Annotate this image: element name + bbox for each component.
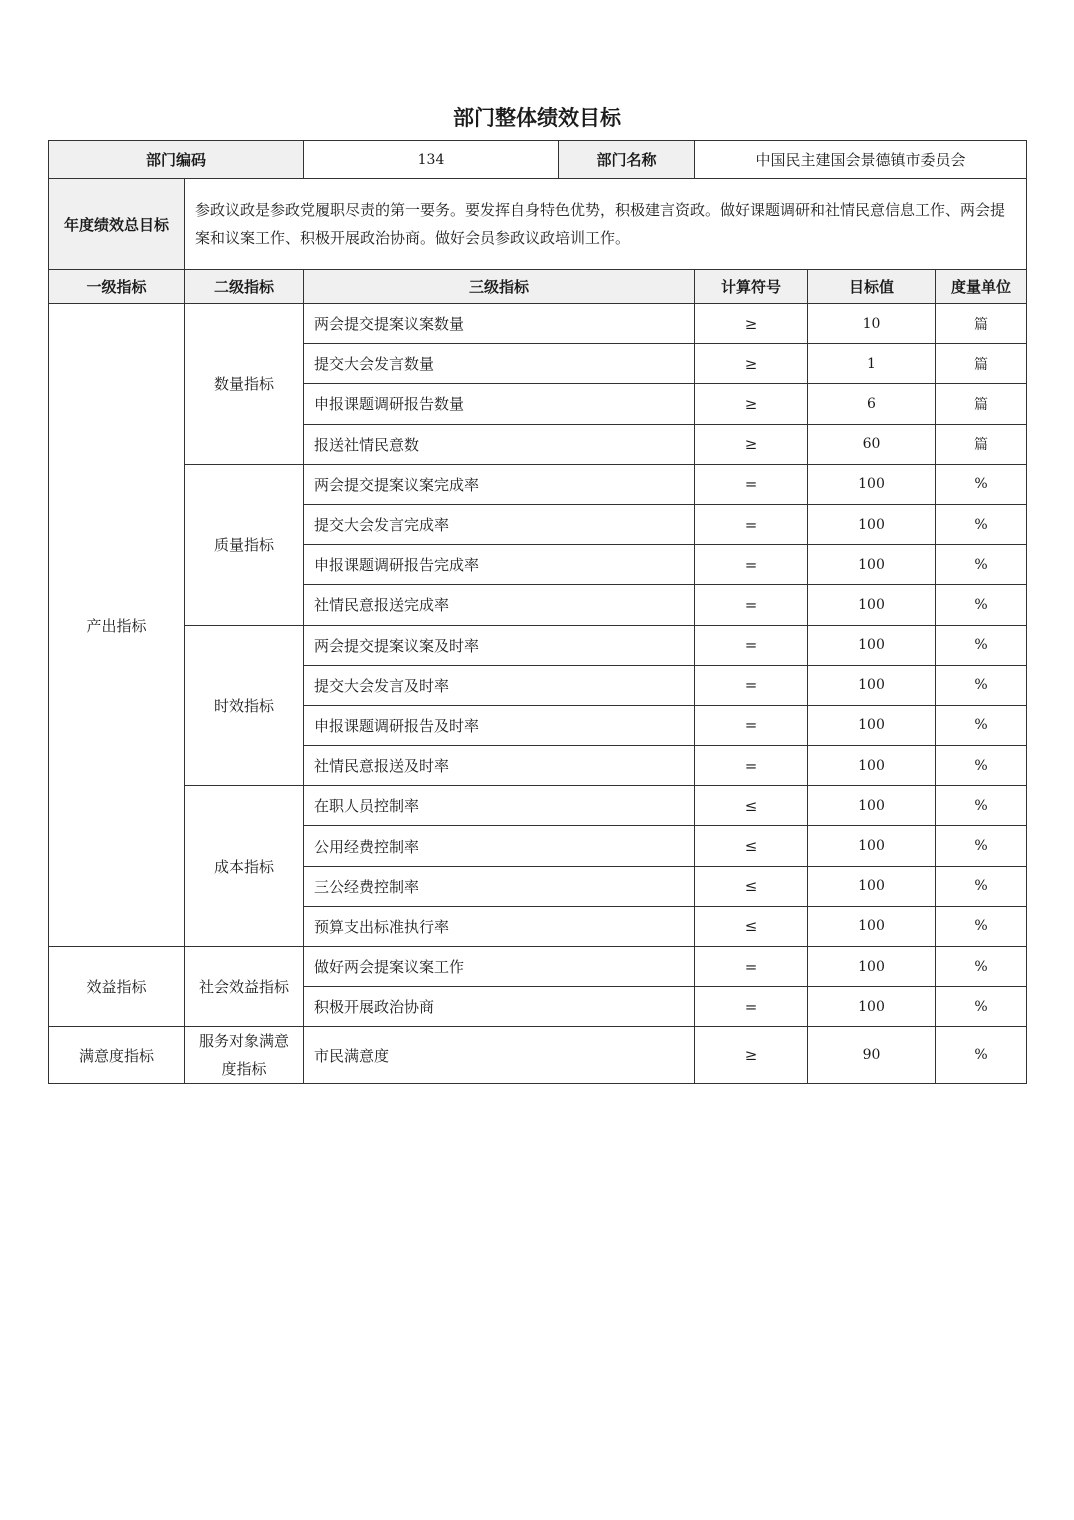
- level3-cell: 申报课题调研报告数量: [304, 384, 695, 424]
- target-cell: 6: [808, 384, 936, 424]
- target-cell: 60: [808, 424, 936, 464]
- symbol-cell: ≤: [695, 826, 808, 866]
- symbol-cell: ≥: [695, 424, 808, 464]
- level3-cell: 市民满意度: [304, 1027, 695, 1084]
- level3-cell: 两会提交提案议案完成率: [304, 464, 695, 504]
- level2-cell: 服务对象满意度指标: [185, 1027, 304, 1084]
- level2-cell: 时效指标: [185, 625, 304, 786]
- unit-cell: 篇: [936, 424, 1027, 464]
- level3-cell: 申报课题调研报告完成率: [304, 545, 695, 585]
- level2-cell: 数量指标: [185, 304, 304, 465]
- target-cell: 100: [808, 464, 936, 504]
- symbol-cell: =: [695, 464, 808, 504]
- level2-cell: 社会效益指标: [185, 947, 304, 1027]
- level3-cell: 做好两会提案议案工作: [304, 947, 695, 987]
- target-cell: 100: [808, 866, 936, 906]
- symbol-cell: ≥: [695, 384, 808, 424]
- level3-cell: 公用经费控制率: [304, 826, 695, 866]
- unit-cell: %: [936, 665, 1027, 705]
- level3-cell: 两会提交提案议案及时率: [304, 625, 695, 665]
- unit-cell: %: [936, 987, 1027, 1027]
- table-row: [49, 625, 1027, 665]
- unit-cell: 篇: [936, 344, 1027, 384]
- symbol-cell: =: [695, 665, 808, 705]
- unit-cell: %: [936, 625, 1027, 665]
- header-level1: 一级指标: [49, 270, 185, 304]
- unit-cell: %: [936, 866, 1027, 906]
- symbol-cell: ≤: [695, 906, 808, 946]
- unit-cell: %: [936, 504, 1027, 544]
- symbol-cell: ≥: [695, 304, 808, 344]
- header-target: 目标值: [808, 270, 936, 304]
- dept-info-row: [49, 141, 1027, 179]
- level3-cell: 提交大会发言及时率: [304, 665, 695, 705]
- target-cell: 1: [808, 344, 936, 384]
- target-cell: 100: [808, 625, 936, 665]
- level3-cell: 申报课题调研报告及时率: [304, 705, 695, 745]
- symbol-cell: =: [695, 987, 808, 1027]
- symbol-cell: ≤: [695, 786, 808, 826]
- target-cell: 100: [808, 545, 936, 585]
- symbol-cell: ≥: [695, 344, 808, 384]
- table-row: [49, 464, 1027, 504]
- page-title: 部门整体绩效目标: [453, 106, 621, 130]
- dept-code-label: 部门编码: [49, 141, 304, 179]
- header-symbol: 计算符号: [695, 270, 808, 304]
- target-cell: 100: [808, 826, 936, 866]
- header-unit: 度量单位: [936, 270, 1027, 304]
- symbol-cell: =: [695, 625, 808, 665]
- target-cell: 100: [808, 906, 936, 946]
- unit-cell: %: [936, 906, 1027, 946]
- dept-name-label: 部门名称: [559, 141, 695, 179]
- unit-cell: %: [936, 786, 1027, 826]
- level3-cell: 提交大会发言完成率: [304, 504, 695, 544]
- level3-cell: 提交大会发言数量: [304, 344, 695, 384]
- annual-goal-text: 参政议政是参政党履职尽责的第一要务。要发挥自身特色优势，积极建言资政。做好课题调研和社情民意信息工作、两会提案和议案工作、积极开展政治协商。做好会员参政议政培训工作。: [185, 179, 1027, 270]
- target-cell: 100: [808, 746, 936, 786]
- target-cell: 100: [808, 786, 936, 826]
- symbol-cell: ≤: [695, 866, 808, 906]
- level2-cell: 成本指标: [185, 786, 304, 947]
- unit-cell: %: [936, 585, 1027, 625]
- level2-cell: 质量指标: [185, 464, 304, 625]
- table-row: [49, 1027, 1027, 1084]
- level3-cell: 社情民意报送及时率: [304, 746, 695, 786]
- symbol-cell: =: [695, 947, 808, 987]
- target-cell: 10: [808, 304, 936, 344]
- symbol-cell: =: [695, 545, 808, 585]
- level1-cell: 满意度指标: [49, 1027, 185, 1084]
- level3-cell: 两会提交提案议案数量: [304, 304, 695, 344]
- unit-cell: %: [936, 826, 1027, 866]
- table-row: [49, 786, 1027, 826]
- unit-cell: %: [936, 464, 1027, 504]
- level3-cell: 三公经费控制率: [304, 866, 695, 906]
- level3-cell: 积极开展政治协商: [304, 987, 695, 1027]
- target-cell: 100: [808, 504, 936, 544]
- symbol-cell: =: [695, 585, 808, 625]
- unit-cell: %: [936, 705, 1027, 745]
- unit-cell: %: [936, 947, 1027, 987]
- annual-goal-label: 年度绩效总目标: [49, 179, 185, 270]
- target-cell: 100: [808, 947, 936, 987]
- unit-cell: 篇: [936, 384, 1027, 424]
- level3-cell: 报送社情民意数: [304, 424, 695, 464]
- target-cell: 100: [808, 987, 936, 1027]
- target-cell: 90: [808, 1027, 936, 1084]
- dept-name-value: 中国民主建国会景德镇市委员会: [695, 141, 1027, 179]
- annual-goal-row: [49, 179, 1027, 270]
- unit-cell: 篇: [936, 304, 1027, 344]
- target-cell: 100: [808, 705, 936, 745]
- level3-cell: 预算支出标准执行率: [304, 906, 695, 946]
- table-row: [49, 947, 1027, 987]
- symbol-cell: =: [695, 705, 808, 745]
- symbol-cell: ≥: [695, 1027, 808, 1084]
- level3-cell: 在职人员控制率: [304, 786, 695, 826]
- header-level3: 三级指标: [304, 270, 695, 304]
- level1-cell: 效益指标: [49, 947, 185, 1027]
- table-row: [49, 304, 1027, 344]
- target-cell: 100: [808, 665, 936, 705]
- column-header-row: [49, 270, 1027, 304]
- symbol-cell: =: [695, 504, 808, 544]
- unit-cell: %: [936, 746, 1027, 786]
- unit-cell: %: [936, 1027, 1027, 1084]
- unit-cell: %: [936, 545, 1027, 585]
- performance-table: [48, 140, 1027, 1084]
- target-cell: 100: [808, 585, 936, 625]
- dept-code-value: 134: [304, 141, 559, 179]
- symbol-cell: =: [695, 746, 808, 786]
- level1-cell: 产出指标: [49, 304, 185, 947]
- level3-cell: 社情民意报送完成率: [304, 585, 695, 625]
- header-level2: 二级指标: [185, 270, 304, 304]
